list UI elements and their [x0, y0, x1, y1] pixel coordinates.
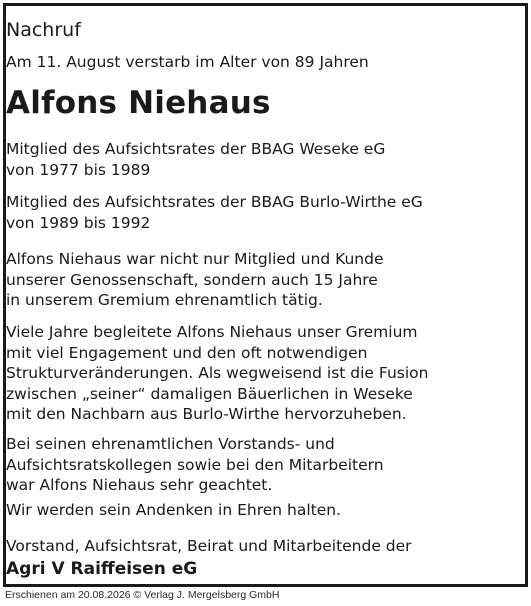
- intro-text: Am 11. August verstarb im Alter von 89 Jahren: [6, 53, 369, 71]
- obituary-frame: [3, 3, 528, 587]
- organization-text: Agri V Raiffeisen eG: [6, 559, 198, 579]
- closing-text: Wir werden sein Andenken in Ehren halten.: [6, 501, 342, 519]
- organization-name: [6, 558, 525, 580]
- heading-text: Nachruf: [6, 19, 81, 41]
- paragraph-2-line: zwischen „seiner“ damaligen Bäuerlichen in Weseke: [6, 384, 413, 403]
- role-1-period: von 1977 bis 1989: [6, 160, 151, 179]
- obituary-intro: [6, 52, 525, 72]
- paragraph-3: [6, 434, 525, 496]
- paragraph-3-line: Bei seinen ehrenamtlichen Vorstands- und: [6, 435, 335, 453]
- paragraph-3-line: war Alfons Niehaus sehr geachtet.: [6, 476, 273, 494]
- deceased-name: [6, 82, 525, 124]
- signatories: [6, 536, 525, 557]
- paragraph-1-line: in unserem Gremium ehrenamtlich tätig.: [6, 291, 323, 309]
- paragraph-1: [6, 249, 525, 311]
- role-1-title: Mitglied des Aufsichtsrates der BBAG Weseke eG: [6, 140, 386, 158]
- paragraph-2: [6, 322, 525, 425]
- role-block-1: [6, 139, 525, 180]
- signatories-text: Vorstand, Aufsichtsrat, Beirat und Mitarbeitende der: [6, 537, 412, 555]
- deceased-name-text: Alfons Niehaus: [6, 85, 271, 121]
- role-2-title: Mitglied des Aufsichtsrates der BBAG Burlo-Wirthe eG: [6, 193, 423, 211]
- paragraph-2-line: mit viel Engagement und den oft notwendigen: [6, 343, 368, 362]
- paragraph-1-line: Alfons Niehaus war nicht nur Mitglied und Kunde: [6, 250, 384, 268]
- paragraph-3-line: Aufsichtsratskollegen sowie bei den Mitarbeitern: [6, 455, 384, 474]
- obituary-heading: [6, 18, 525, 42]
- closing-statement: [6, 500, 525, 521]
- role-2-period: von 1989 bis 1992: [6, 213, 151, 232]
- paragraph-2-line: mit den Nachbarn aus Burlo-Wirthe hervorzuheben.: [6, 405, 407, 423]
- role-block-2: [6, 192, 525, 233]
- paragraph-1-line: unserer Genossenschaft, sondern auch 15 Jahre: [6, 270, 378, 289]
- paragraph-2-line: Viele Jahre begleitete Alfons Niehaus unser Gremium: [6, 323, 418, 341]
- paragraph-2-line: Strukturveränderungen. Als wegweisend ist die Fusion: [6, 364, 429, 382]
- publication-footer: Erschienen am 20.08.2026 © Verlag J. Mergelsberg GmbH: [5, 589, 280, 601]
